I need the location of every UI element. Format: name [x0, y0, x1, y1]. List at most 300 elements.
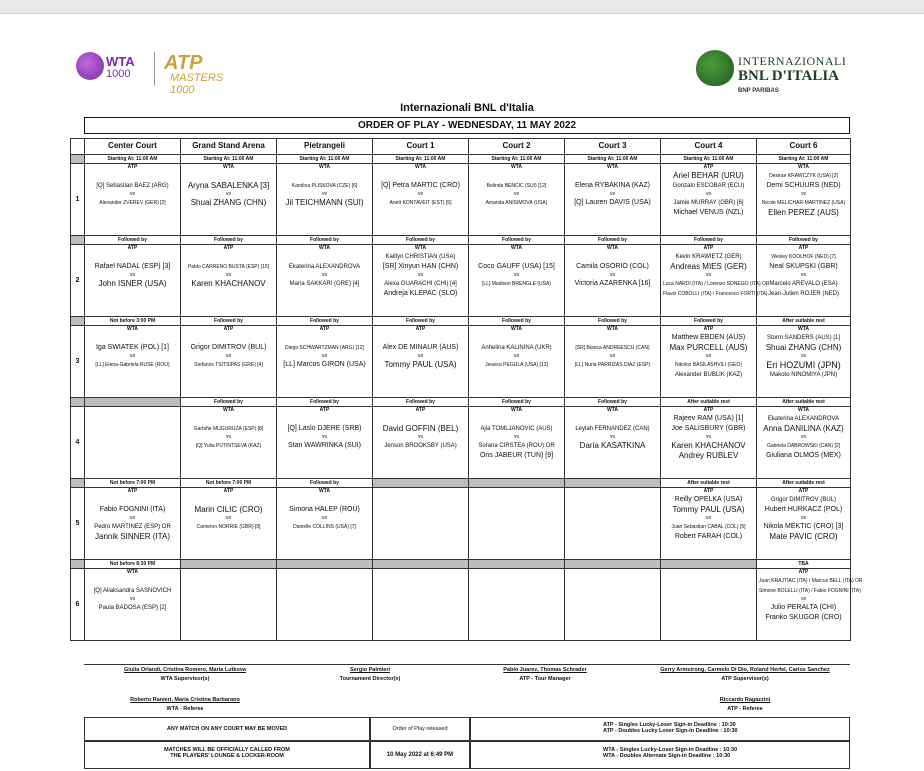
time-slot-row	[71, 398, 851, 407]
tour-label: WTA	[797, 407, 809, 413]
vs-label: vs	[418, 434, 423, 440]
match-cell	[757, 326, 851, 398]
player-name	[375, 171, 466, 181]
tour-label: WTA	[797, 164, 809, 170]
player-name: Demi SCHUURS (NED)	[766, 182, 841, 189]
vs-label: vs	[130, 272, 135, 278]
player-name: Fabio FOGNINI (ITA)	[99, 506, 166, 513]
tour-label: WTA	[126, 569, 138, 575]
time-slot-cell: After suitable rest	[661, 479, 757, 488]
player-name: Aryna SABALENKA [3]	[187, 181, 270, 190]
time-slot-cell: Not before 8:30 PM	[85, 560, 181, 569]
schedule-table	[70, 138, 863, 641]
player-name: Rajeev RAM (USA) [1]	[673, 415, 744, 422]
match-cell	[661, 407, 757, 479]
vs-label: vs	[706, 272, 711, 278]
tour-label: ATP	[223, 488, 234, 494]
atp-tour-manager-names: Pablo Juarez, Thomas Schrader	[503, 667, 587, 673]
time-slot-cell: Followed by	[661, 236, 757, 245]
player-name: Tommy PAUL (USA)	[384, 360, 457, 369]
player-name: [LL] Elena-Gabriela RUSE (ROU)	[95, 362, 170, 368]
time-slot-cell	[469, 479, 565, 488]
player-name	[375, 414, 466, 424]
called-notice-box	[84, 741, 370, 769]
time-slot-cell	[373, 479, 469, 488]
vs-label: vs	[706, 515, 711, 521]
player-name: Desirae KRAWCZYK (USA) [3]	[769, 173, 838, 179]
time-slot-cell: Followed by	[277, 317, 373, 326]
time-slot-cell: Followed by	[277, 398, 373, 407]
time-slot-cell	[565, 560, 661, 569]
player-name: Victoria AZARENKA [16]	[574, 280, 651, 287]
match-cell	[757, 569, 863, 641]
player-name: Daria KASATKINA	[579, 441, 646, 450]
player-name	[567, 171, 658, 181]
player-name: Mate PAVIC (CRO)	[769, 532, 838, 541]
match-cell	[181, 569, 277, 641]
player-name: Gabriela DABROWSKI (CAN) [2]	[766, 443, 841, 449]
vs-label: vs	[226, 353, 231, 359]
atp-tour-manager-title: ATP - Tour Manager	[519, 676, 571, 682]
player-name: Camila OSORIO (COL)	[576, 263, 649, 270]
tour-label: ATP	[415, 407, 426, 413]
player-name: Jenson BROOKSBY (USA)	[384, 443, 457, 449]
time-slot-cell: Not before 7:00 PM	[85, 479, 181, 488]
atp-logo-sub: MASTERS 1000	[170, 72, 224, 96]
vs-label: vs	[801, 353, 806, 359]
court-header: Court 2	[469, 139, 565, 155]
tour-label: ATP	[127, 245, 138, 251]
atp-logo-text: ATP	[164, 52, 203, 74]
tour-label: WTA	[510, 245, 522, 251]
match-cell	[661, 569, 757, 641]
oop-released-time: 10 May 2022 at 6:49 PM	[386, 752, 454, 758]
player-name: [SR] Xinyun HAN (CHN)	[382, 263, 459, 270]
player-name	[87, 495, 178, 505]
moved-notice: ANY MATCH ON ANY COURT MAY BE MOVED	[166, 726, 288, 732]
vs-label: vs	[801, 272, 806, 278]
tour-label: WTA	[222, 164, 234, 170]
match-cell	[85, 164, 181, 236]
vs-label: vs	[322, 191, 327, 197]
player-name: Jessica PEGULA (USA) [13]	[485, 362, 548, 368]
player-name: Danielle COLLINS (USA) [7]	[293, 524, 356, 530]
match-row	[71, 326, 851, 398]
player-name: Elena RYBAKINA (KAZ)	[575, 182, 650, 189]
vs-label: vs	[418, 272, 423, 278]
player-name: Anett KONTAVEIT (EST) [5]	[389, 200, 452, 206]
tour-label: ATP	[703, 326, 714, 332]
player-name: Gonzalo ESCOBAR (ECU)	[672, 183, 745, 189]
tour-label: ATP	[319, 407, 330, 413]
match-cell	[565, 326, 661, 398]
row-number: 2	[71, 245, 85, 317]
vs-label: vs	[226, 272, 231, 278]
row-index-gutter	[71, 155, 85, 164]
player-name: [SR] Bianca ANDREESCU (CAN)	[575, 345, 650, 351]
player-name: Pablo CARRENO BUSTA (ESP) [15]	[187, 264, 270, 270]
time-slot-cell: Followed by	[565, 398, 661, 407]
vs-label: vs	[514, 434, 519, 440]
player-name: Reilly OPELKA (USA)	[674, 496, 743, 503]
row-number: 5	[71, 488, 85, 560]
player-name: [LL] Marcos GIRON (USA)	[283, 361, 366, 368]
atp-referee-title: ATP - Referee	[727, 706, 763, 712]
vs-label: vs	[801, 191, 806, 197]
player-name	[87, 576, 178, 586]
player-name: Hubert HURKACZ (POL)	[764, 506, 843, 513]
player-name: Tommy PAUL (USA)	[672, 505, 745, 514]
time-slot-cell: Followed by	[373, 236, 469, 245]
player-name: Alexa GUARACHI (CHI) [4]	[384, 281, 457, 287]
player-name: Luca NARDI (ITA) / Lorenzo SONEGO (ITA) OR	[663, 281, 770, 287]
player-name: Rafael NADAL (ESP) [3]	[94, 263, 171, 270]
player-name: Shuai ZHANG (CHN)	[765, 343, 842, 352]
player-name: Karen KHACHANOV	[671, 441, 746, 450]
player-name	[87, 171, 178, 181]
player-name: Kaitlyn CHRISTIAN (USA)	[385, 254, 456, 260]
time-slot-cell	[181, 560, 277, 569]
player-name	[471, 252, 562, 262]
player-name: Iga SWIATEK (POL) [1]	[95, 344, 169, 351]
oop-released-time-box	[370, 741, 470, 769]
player-name: Nikola MEKTIC (CRO) [3]	[763, 523, 844, 530]
time-slot-cell	[85, 398, 181, 407]
player-name: Sorana CIRSTEA (ROU) OR	[478, 443, 555, 449]
row-index-gutter	[71, 479, 85, 488]
court-header: Court 3	[565, 139, 661, 155]
match-cell	[661, 326, 757, 398]
tour-label: ATP	[703, 488, 714, 494]
vs-label: vs	[322, 272, 327, 278]
court-header-row	[71, 139, 851, 155]
player-name	[279, 414, 370, 424]
vs-label: vs	[130, 191, 135, 197]
time-slot-cell: After suitable rest	[757, 479, 851, 488]
row-number: 3	[71, 326, 85, 398]
match-cell	[469, 326, 565, 398]
time-slot-cell: Followed by	[757, 236, 851, 245]
match-cell	[277, 569, 373, 641]
player-name: Belinda BENCIC (SUI) [12]	[486, 183, 547, 189]
row-index-gutter	[71, 560, 85, 569]
match-row	[71, 488, 851, 560]
match-cell	[181, 488, 277, 560]
vs-label: vs	[706, 434, 711, 440]
time-slot-cell: Starting At: 11:00 AM	[373, 155, 469, 164]
time-slot-cell: Followed by	[661, 317, 757, 326]
match-cell	[757, 407, 851, 479]
row-index-gutter	[71, 236, 85, 245]
player-name: Franko SKUGOR (CRO)	[765, 614, 842, 621]
tour-label: WTA	[318, 164, 330, 170]
time-slot-cell: Followed by	[181, 236, 277, 245]
tour-label: WTA	[414, 245, 426, 251]
time-slot-cell: Followed by	[85, 236, 181, 245]
vs-label: vs	[322, 434, 327, 440]
director-title: Tournament Director(s)	[339, 676, 401, 682]
tour-label: WTA	[414, 164, 426, 170]
vs-label: vs	[801, 434, 806, 440]
match-cell	[373, 407, 469, 479]
time-slot-cell: TBA	[757, 560, 851, 569]
time-slot-cell: Followed by	[373, 398, 469, 407]
match-cell	[373, 245, 469, 317]
deadline-line: WTA - Doubles Alternate Sign-in Deadline : 10:30	[603, 753, 731, 759]
match-cell	[757, 245, 851, 317]
time-slot-cell: Followed by	[565, 317, 661, 326]
match-cell	[181, 245, 277, 317]
match-cell	[469, 569, 565, 641]
match-cell	[469, 164, 565, 236]
row-number: 4	[71, 407, 85, 479]
player-name: Simona HALEP (ROU)	[289, 506, 360, 513]
player-name: Leylah FERNANDEZ (CAN)	[575, 426, 650, 432]
player-name: Makoto NINOMIYA (JPN)	[769, 372, 838, 378]
vs-label: vs	[418, 191, 423, 197]
match-cell	[277, 164, 373, 236]
match-cell	[565, 164, 661, 236]
time-slot-cell	[661, 560, 757, 569]
time-slot-row	[71, 560, 851, 569]
time-slot-cell: Not before 7:00 PM	[181, 479, 277, 488]
wta-referee-names: Roberto Ranieri, Maria Cristina Barbarano	[130, 697, 240, 703]
match-cell	[181, 326, 277, 398]
vs-label: vs	[322, 353, 327, 359]
player-name: Ekaterina ALEXANDROVA	[288, 264, 361, 270]
match-cell	[469, 245, 565, 317]
deadline-line: WTA - Singles Lucky-Loser Sign-in Deadline : 10:30	[603, 747, 738, 753]
vs-label: vs	[706, 191, 711, 197]
player-name: Jean-Julien ROJER (NED)	[767, 291, 840, 297]
tour-label: WTA	[510, 407, 522, 413]
director-name: Sergio Palmieri	[349, 667, 391, 673]
vs-label: vs	[226, 515, 231, 521]
player-name: Robert FARAH (COL)	[674, 533, 743, 540]
match-cell	[661, 164, 757, 236]
time-slot-cell	[565, 479, 661, 488]
vs-label: vs	[514, 353, 519, 359]
player-name: Eri HOZUMI (JPN)	[766, 360, 841, 370]
time-slot-cell: Followed by	[181, 398, 277, 407]
player-name: Marin CILIC (CRO)	[194, 505, 263, 514]
moved-notice-box	[84, 717, 370, 741]
match-row	[71, 245, 851, 317]
player-name	[567, 252, 658, 262]
player-name	[471, 333, 562, 343]
time-slot-cell: Starting At: 11:00 AM	[277, 155, 373, 164]
time-slot-cell: Starting At: 11:00 AM	[181, 155, 277, 164]
time-slot-cell: After suitable rest	[757, 398, 851, 407]
player-name: Alexander BUBLIK (KAZ)	[674, 372, 743, 378]
wta-logo-text: WTA	[106, 54, 135, 69]
time-slot-cell: Starting At: 11:00 AM	[757, 155, 851, 164]
player-name: [LL] Nuria PARRIZAS DIAZ (ESP)	[574, 362, 651, 368]
player-name: Coco GAUFF (USA) [15]	[478, 263, 555, 270]
wta-emblem-icon	[76, 52, 104, 80]
player-name: John ISNER (USA)	[98, 279, 167, 288]
tour-label: WTA	[797, 326, 809, 332]
time-slot-cell: Starting At: 11:00 AM	[661, 155, 757, 164]
tour-label: ATP	[703, 164, 714, 170]
player-name	[471, 171, 562, 181]
player-name: [Q] Aliaksandra SASNOVICH	[93, 588, 172, 594]
called-notice-line2: THE PLAYERS' LOUNGE & LOCKER-ROOM	[170, 753, 284, 759]
player-name: Grigor DIMITROV (BUL)	[190, 344, 267, 351]
vs-label: vs	[610, 434, 615, 440]
match-cell	[181, 164, 277, 236]
tour-label: WTA	[318, 488, 330, 494]
time-slot-cell: Followed by	[469, 236, 565, 245]
match-cell	[85, 569, 181, 641]
match-cell	[565, 569, 661, 641]
player-name: Juan KRAJTIAC (ITA) / Marcus BELL (ITA) OR	[759, 578, 863, 584]
player-name: Ariel BEHAR (URU)	[673, 171, 744, 180]
time-slot-cell: After suitable rest	[661, 398, 757, 407]
time-slot-row	[71, 317, 851, 326]
player-name: Garbiñe MUGURUZA (ESP) [8]	[193, 426, 264, 432]
player-name	[279, 333, 370, 343]
player-name	[87, 252, 178, 262]
vs-label: vs	[226, 434, 231, 440]
vs-label: vs	[130, 515, 135, 521]
player-name: Alex DE MINAUR (AUS)	[382, 344, 459, 351]
footer-divider	[84, 664, 850, 665]
match-cell	[661, 245, 770, 317]
tour-label: ATP	[127, 164, 138, 170]
time-slot-cell: Followed by	[565, 236, 661, 245]
tour-label: ATP	[703, 407, 714, 413]
match-cell	[277, 245, 373, 317]
player-name: Stan WAWRINKA (SUI)	[288, 442, 361, 449]
match-cell	[85, 407, 181, 479]
player-name	[183, 333, 274, 343]
time-slot-cell	[373, 560, 469, 569]
match-cell	[277, 488, 373, 560]
player-name	[183, 252, 274, 262]
tour-label: ATP	[798, 245, 809, 251]
time-slot-cell: Starting At: 11:00 AM	[565, 155, 661, 164]
time-slot-cell: Followed by	[277, 236, 373, 245]
player-name: Giuliana OLMOS (MEX)	[766, 452, 841, 459]
court-header: Court 1	[373, 139, 469, 155]
player-name: Paula BADOSA (ESP) [2]	[98, 605, 167, 611]
tree-emblem-icon	[696, 50, 734, 86]
match-cell	[565, 488, 661, 560]
player-name: Maria SAKKARI (GRE) [4]	[289, 281, 360, 287]
logo-divider	[154, 52, 155, 86]
court-header: Pietrangeli	[277, 139, 373, 155]
atp-supervisors-names: Gerry Armstrong, Carmelo Di Dio, Roland Herfel, Carlos Sanchez	[660, 667, 830, 673]
match-cell	[661, 488, 757, 560]
called-notice-line1: MATCHES WILL BE OFFICIALLY CALLED FROM	[164, 747, 290, 753]
row-index-gutter	[71, 398, 85, 407]
player-name: Alexander ZVEREV (GER) [2]	[99, 200, 166, 206]
tour-label: WTA	[510, 326, 522, 332]
player-name: Andreas MIES (GER)	[670, 262, 747, 271]
oop-released-label: Order of Play released	[392, 726, 448, 732]
match-cell	[373, 164, 469, 236]
player-name: [Q] Lauren DAVIS (USA)	[574, 199, 651, 206]
time-slot-cell: Starting At: 11:00 AM	[469, 155, 565, 164]
vs-label: vs	[610, 191, 615, 197]
match-cell	[277, 326, 373, 398]
player-name: Ajla TOMLJANOVIC (AUS)	[480, 426, 553, 432]
window-top-bar	[0, 0, 924, 14]
time-slot-cell: Not before 3:00 PM	[85, 317, 181, 326]
vs-label: vs	[226, 191, 231, 197]
oop-released-label-box	[370, 717, 470, 741]
court-header: Center Court	[85, 139, 181, 155]
player-name: Max PURCELL (AUS)	[669, 343, 748, 352]
row-number: 6	[71, 569, 85, 641]
atp-referee-name: Riccardo Ragazzini	[719, 697, 771, 703]
vs-label: vs	[514, 191, 519, 197]
player-name: Joe SALISBURY (GBR)	[671, 425, 746, 432]
player-name: Juan Sebastian CABAL (COL) [5]	[671, 524, 746, 530]
court-header: Grand Stand Arena	[181, 139, 277, 155]
player-name: [Q] Petra MARTIC (CRO)	[381, 182, 460, 189]
player-name: Anhelina KALININA (UKR)	[481, 345, 552, 351]
time-slot-row	[71, 479, 851, 488]
match-cell	[181, 407, 277, 479]
player-name: Diego SCHWARTZMAN (ARG) [12]	[285, 345, 364, 351]
player-name: Jamie MURRAY (GBR) [6]	[673, 200, 744, 206]
player-name: Grigor DIMITROV (BUL)	[770, 497, 836, 503]
match-row	[71, 164, 851, 236]
vs-label: vs	[801, 596, 806, 602]
player-name: Nikoloz BASILASHVILI (GEO)	[675, 362, 742, 368]
court-header: Court 4	[661, 139, 757, 155]
wta-supervisors-names: Giulia Orlandi, Cristina Romero, Maria Lutkova	[124, 667, 246, 673]
vs-label: vs	[801, 515, 806, 521]
atp-deadlines-box	[470, 717, 850, 741]
vs-label: vs	[610, 272, 615, 278]
player-name: [Q] Laslo DJERE (SRB)	[287, 425, 362, 432]
player-name	[471, 414, 562, 424]
player-name: Kevin KRAWIETZ (GER)	[675, 254, 742, 260]
tour-label: WTA	[606, 407, 618, 413]
match-cell	[85, 245, 181, 317]
vs-label: vs	[130, 353, 135, 359]
tour-label: WTA	[606, 164, 618, 170]
player-name	[279, 171, 370, 181]
internazionali-bnl-logo	[696, 50, 856, 100]
player-name: Karen KHACHANOV	[191, 279, 266, 288]
vs-label: vs	[322, 515, 327, 521]
time-slot-cell: Followed by	[373, 317, 469, 326]
player-name	[567, 333, 658, 343]
player-name: Neal SKUPSKI (GBR)	[769, 263, 838, 270]
player-name: Matthew EBDEN (AUS)	[671, 334, 746, 341]
player-name	[183, 495, 274, 505]
player-name: Andrey RUBLEV	[678, 451, 739, 460]
match-cell	[469, 488, 565, 560]
order-of-play-date: ORDER OF PLAY - WEDNESDAY, 11 MAY 2022	[84, 117, 850, 134]
player-name: Flavio COBOLLI (ITA) / Francesco FORTI (ITA)	[663, 291, 768, 297]
player-name	[87, 333, 178, 343]
player-name: David GOFFIN (BEL)	[382, 424, 459, 433]
tour-label: ATP	[798, 488, 809, 494]
player-name: Ellen PEREZ (AUS)	[768, 208, 839, 217]
player-name: [Q] Sebastian BAEZ (ARG)	[96, 183, 169, 189]
wta-supervisors-title: WTA Supervisor(s)	[160, 676, 210, 682]
match-row	[71, 407, 851, 479]
player-name: Ekaterina ALEXANDROVA	[767, 416, 840, 422]
tour-label: WTA	[318, 245, 330, 251]
player-name: Julio PERALTA (CHI)	[770, 604, 837, 611]
player-name	[183, 171, 274, 181]
